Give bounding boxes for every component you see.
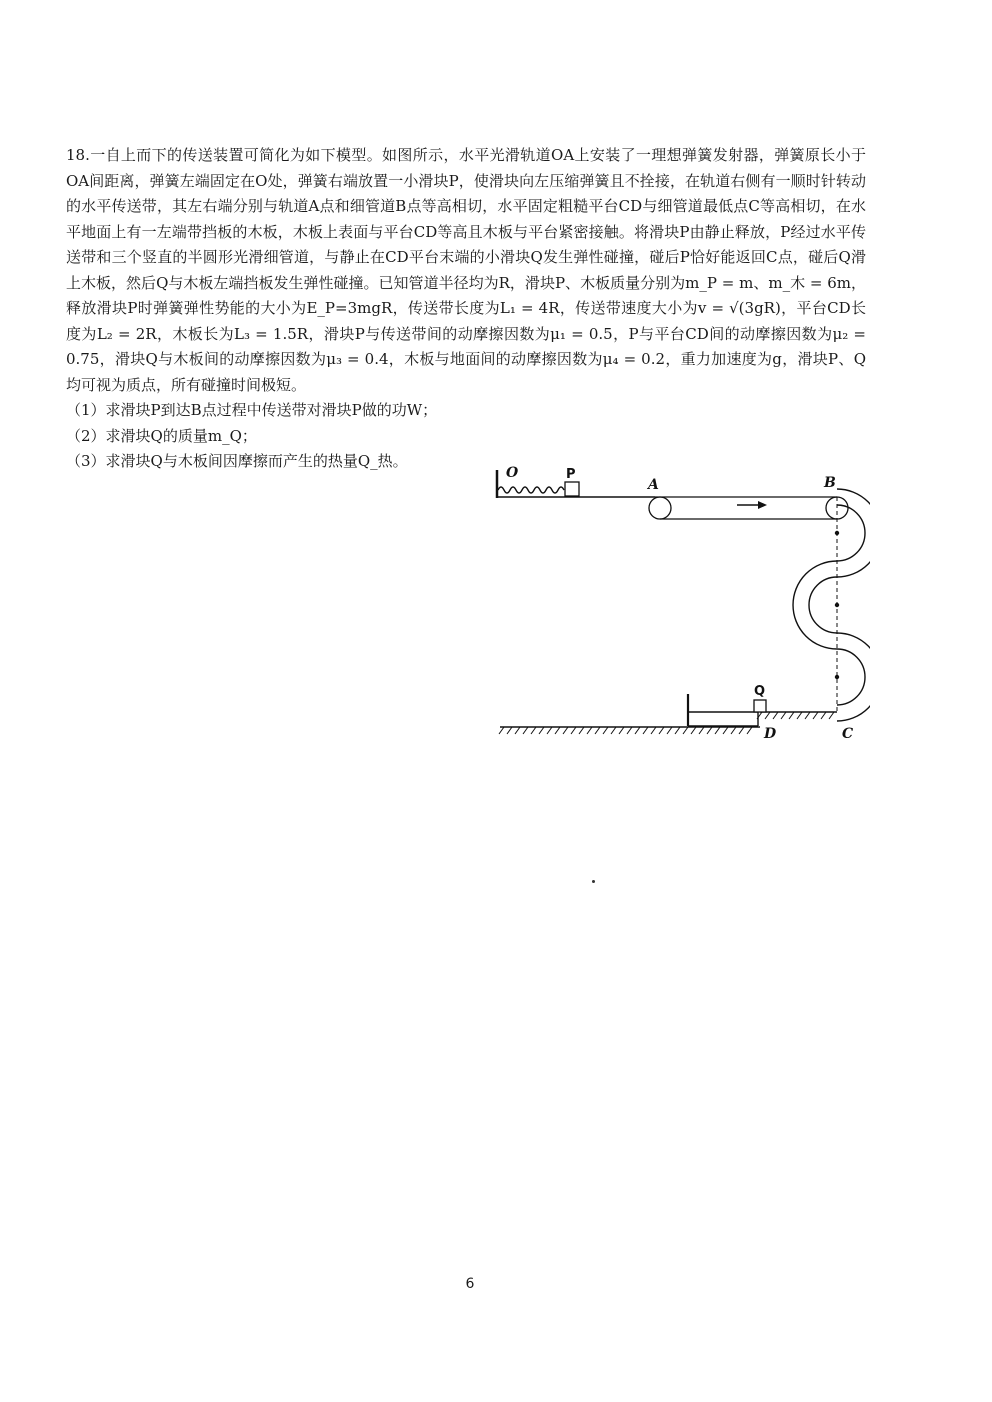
block-q: [754, 700, 766, 712]
label-q: Q: [754, 684, 766, 699]
conveyor-belt: [649, 497, 848, 519]
block-p: [565, 482, 579, 496]
apparatus-figure: [490, 458, 870, 758]
label-a: A: [648, 477, 659, 493]
problem-statement: 18.一自上而下的传送装置可简化为如下模型。如图所示，水平光滑轨道OA上安装了一理想弹簧发射器，弹簧原长小于OA间距离，弹簧左端固定在O处，弹簧右端放置一小滑块P，使滑块向左压缩弹簧且不拴接，在轨道右侧有一顺时针转动的水平传送带，其左右端分别与轨道A点和细管道B点等高相切，水平固定粗糙平台CD与细管道最低点C等高相切，在水平地面上有一左端带挡板的木板，木板上表面与平台CD等高且木板与平台紧密接触。将滑块P由静止释放，P经过水平传送带和三个竖直的半圆形光滑细管道，与静止在CD平台末端的小滑块Q发生弹性碰撞，碰后P恰好能返回C点，碰后Q滑上木板，然后Q与木板左端挡板发生弹性碰撞。已知管道半径均为R，滑块P、木板质量分别为m_P = m、m_木 = 6m，释放滑块P时弹簧弹性势能的大小为E_P=3mgR，传送带长度为L₁ = 4R，传送带速度大小为v = √(3gR)，平台CD长度为L₂ = 2R，木板长为L₃ = 1.5R，滑块P与传送带间的动摩擦因数为μ₁ = 0.5，P与平台CD间的动摩擦因数为μ₂ = 0.75，滑块Q与木板间的动摩擦因数为μ₃ = 0.4，木板与地面间的动摩擦因数为μ₄ = 0.2，重力加速度为g，滑块P、Q均可视为质点，所有碰撞时间极短。: [66, 146, 866, 394]
question-part-1: （1）求滑块P到达B点过程中传送带对滑块P做的功W；: [66, 401, 438, 419]
belt-left-roller: [649, 497, 671, 519]
label-o: O: [506, 465, 519, 481]
question-part-3: （3）求滑块Q与木板间因摩擦而产生的热量Q_热。: [66, 452, 408, 470]
label-p: P: [566, 467, 576, 482]
label-d: D: [764, 726, 777, 742]
wooden-plank: [688, 694, 758, 726]
label-c: C: [842, 726, 854, 742]
platform-cd: [757, 712, 837, 719]
semicircle-pipes: [793, 489, 870, 721]
page-number: 6: [465, 1276, 475, 1292]
question-part-2: （2）求滑块Q的质量m_Q；: [66, 426, 257, 445]
scan-speck: [592, 880, 595, 883]
problem-18: [66, 143, 866, 475]
label-b: B: [824, 475, 836, 491]
spring: [498, 487, 564, 493]
ground: [499, 727, 760, 734]
